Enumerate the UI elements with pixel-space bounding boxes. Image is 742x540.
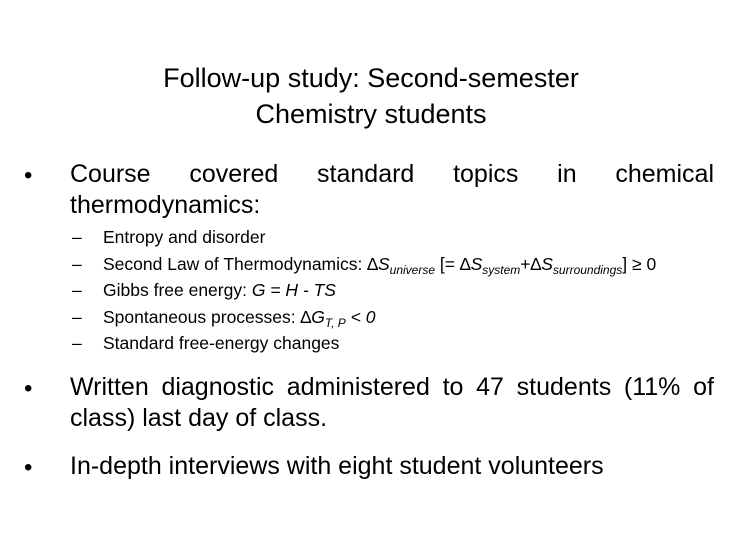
sub-item-text: Standard free-energy changes [103, 333, 340, 354]
bullet-course-topics [24, 159, 714, 221]
delta-symbol: ∆ [367, 253, 378, 274]
sub-item-gibbs [72, 277, 712, 304]
plus-sign: + [520, 253, 531, 274]
entropy-symbol: S [541, 253, 553, 274]
dash-icon: – [72, 280, 82, 301]
subscript-surroundings: surroundings [552, 262, 623, 277]
bullet-text: Written diagnostic administered to 47 students (11% of class) last day of class. [70, 373, 714, 432]
entropy-symbol: S [377, 253, 390, 274]
slide-title [60, 60, 682, 132]
subscript-tp: T, P [324, 315, 346, 330]
close-bracket: ] [622, 253, 633, 274]
entropy-symbol: S [470, 253, 483, 274]
bullet-interviews [24, 451, 714, 482]
dash-icon: – [72, 253, 82, 274]
bullet-diagnostic [24, 372, 714, 434]
bullet-icon: • [24, 375, 33, 402]
dash-icon: – [72, 227, 82, 247]
spontaneous-label: Spontaneous processes: [103, 306, 301, 327]
sub-item-standard-free-energy [72, 330, 712, 357]
second-law-label: Second Law of Thermodynamics: [103, 253, 368, 274]
gibbs-label: Gibbs free energy: [103, 280, 252, 301]
zero-value: 0 [641, 253, 657, 274]
delta-symbol: ∆ [300, 306, 312, 327]
delta-symbol: ∆ [530, 253, 542, 274]
sub-item-spontaneous [72, 304, 712, 331]
title-line-1: Follow-up study: Second-semester [163, 63, 579, 93]
topic-sublist [72, 224, 712, 357]
equals-bracket: [= [435, 253, 460, 274]
title-line-2: Chemistry students [255, 99, 487, 129]
delta-symbol: ∆ [459, 253, 471, 274]
bullet-text: Course covered standard topics in chemical thermodynamics: [70, 160, 714, 219]
gibbs-symbol: G [311, 306, 325, 327]
geq-symbol: ≥ [632, 253, 642, 274]
less-than-zero: < 0 [345, 306, 376, 327]
sub-item-second-law [72, 251, 712, 278]
dash-icon: – [72, 306, 82, 327]
bullet-icon: • [24, 162, 33, 189]
sub-item-text [103, 277, 336, 303]
bullet-icon: • [24, 454, 33, 481]
bullet-text: In-depth interviews with eight student volunteers [70, 452, 604, 480]
sub-item-text: Entropy and disorder [103, 227, 266, 247]
subscript-system: system [482, 262, 521, 277]
sub-item-entropy [72, 224, 712, 251]
subscript-universe: universe [389, 262, 436, 277]
dash-icon: – [72, 333, 82, 354]
gibbs-formula: G = H - TS [251, 280, 336, 301]
